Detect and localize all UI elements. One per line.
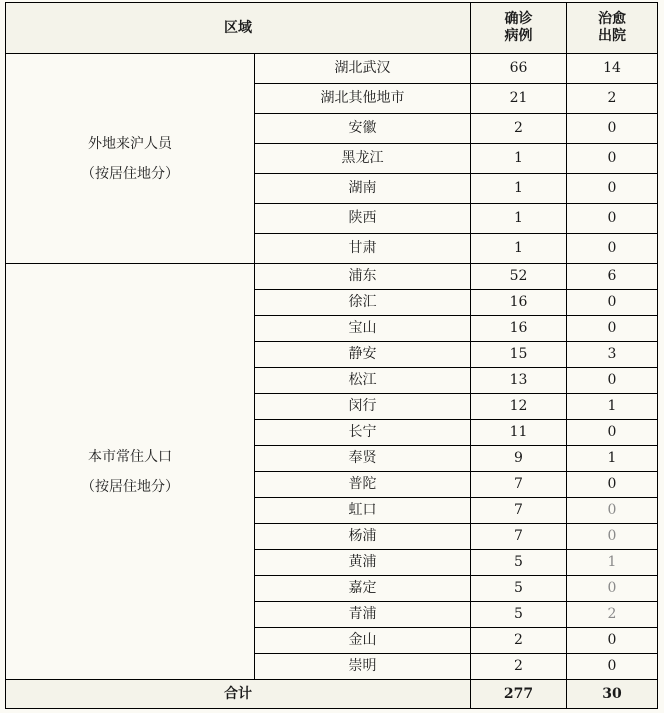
group-label-line2: （按居住地分） (81, 165, 179, 182)
area-cell: 湖南 (255, 174, 471, 204)
area-cell: 松江 (255, 368, 471, 394)
cured-cell: 0 (567, 174, 658, 204)
area-cell: 奉贤 (255, 446, 471, 472)
confirmed-cell: 12 (471, 394, 567, 420)
confirmed-cell: 15 (471, 342, 567, 368)
area-cell: 徐汇 (255, 290, 471, 316)
case-statistics-table (5, 2, 658, 709)
cured-cell: 2 (567, 84, 658, 114)
cured-cell: 0 (567, 368, 658, 394)
group-label-line1: 本市常住人口 (88, 448, 172, 465)
total-label: 合计 (6, 680, 471, 709)
cured-cell: 2 (567, 602, 658, 628)
cured-cell: 1 (567, 550, 658, 576)
region-column-header: 区域 (6, 3, 471, 54)
group-label-line2: （按居住地分） (81, 478, 179, 495)
cured-column-header (567, 3, 658, 54)
area-cell: 长宁 (255, 420, 471, 446)
confirmed-cell: 13 (471, 368, 567, 394)
area-cell: 崇明 (255, 654, 471, 680)
confirmed-cell: 5 (471, 550, 567, 576)
confirmed-column-header (471, 3, 567, 54)
area-cell: 嘉定 (255, 576, 471, 602)
cured-cell: 0 (567, 576, 658, 602)
cured-cell: 3 (567, 342, 658, 368)
confirmed-cell: 1 (471, 204, 567, 234)
area-cell: 静安 (255, 342, 471, 368)
area-cell: 安徽 (255, 114, 471, 144)
confirmed-cell: 52 (471, 264, 567, 290)
confirmed-cell: 1 (471, 234, 567, 264)
cured-cell: 0 (567, 290, 658, 316)
confirmed-cell: 2 (471, 654, 567, 680)
cured-cell: 0 (567, 420, 658, 446)
cured-cell: 6 (567, 264, 658, 290)
cured-cell: 0 (567, 524, 658, 550)
area-cell: 甘肃 (255, 234, 471, 264)
cured-cell: 0 (567, 144, 658, 174)
cured-header-line1: 治愈 (598, 11, 626, 28)
total-cured: 30 (567, 680, 658, 709)
confirmed-cell: 9 (471, 446, 567, 472)
cured-cell: 0 (567, 498, 658, 524)
group-label (6, 264, 255, 680)
confirmed-header-line2: 病例 (504, 28, 533, 44)
cured-cell: 1 (567, 394, 658, 420)
area-cell: 浦东 (255, 264, 471, 290)
area-cell: 陕西 (255, 204, 471, 234)
confirmed-cell: 5 (471, 576, 567, 602)
cured-cell: 0 (567, 628, 658, 654)
table-header-row (6, 3, 658, 54)
area-cell: 闵行 (255, 394, 471, 420)
confirmed-cell: 1 (471, 144, 567, 174)
cured-cell: 0 (567, 654, 658, 680)
cured-header-line2: 出院 (598, 28, 626, 44)
confirmed-header-line1: 确诊 (504, 11, 533, 28)
cured-cell: 0 (567, 234, 658, 264)
total-row (6, 680, 658, 709)
confirmed-cell: 7 (471, 498, 567, 524)
cured-cell: 0 (567, 472, 658, 498)
area-cell: 湖北其他地市 (255, 84, 471, 114)
area-cell: 湖北武汉 (255, 54, 471, 84)
area-cell: 虹口 (255, 498, 471, 524)
area-cell: 青浦 (255, 602, 471, 628)
cured-cell: 14 (567, 54, 658, 84)
table-row (6, 54, 658, 84)
total-confirmed: 277 (471, 680, 567, 709)
confirmed-cell: 2 (471, 628, 567, 654)
confirmed-cell: 1 (471, 174, 567, 204)
confirmed-cell: 2 (471, 114, 567, 144)
cured-cell: 0 (567, 204, 658, 234)
area-cell: 黄浦 (255, 550, 471, 576)
table-row (6, 264, 658, 290)
confirmed-cell: 16 (471, 316, 567, 342)
cured-cell: 0 (567, 114, 658, 144)
confirmed-cell: 21 (471, 84, 567, 114)
confirmed-cell: 16 (471, 290, 567, 316)
group-label-line1: 外地来沪人员 (88, 135, 172, 152)
area-cell: 金山 (255, 628, 471, 654)
area-cell: 黑龙江 (255, 144, 471, 174)
confirmed-cell: 7 (471, 472, 567, 498)
cured-cell: 0 (567, 316, 658, 342)
group-label (6, 54, 255, 264)
cured-cell: 1 (567, 446, 658, 472)
confirmed-cell: 7 (471, 524, 567, 550)
area-cell: 普陀 (255, 472, 471, 498)
confirmed-cell: 11 (471, 420, 567, 446)
confirmed-cell: 5 (471, 602, 567, 628)
area-cell: 宝山 (255, 316, 471, 342)
area-cell: 杨浦 (255, 524, 471, 550)
confirmed-cell: 66 (471, 54, 567, 84)
